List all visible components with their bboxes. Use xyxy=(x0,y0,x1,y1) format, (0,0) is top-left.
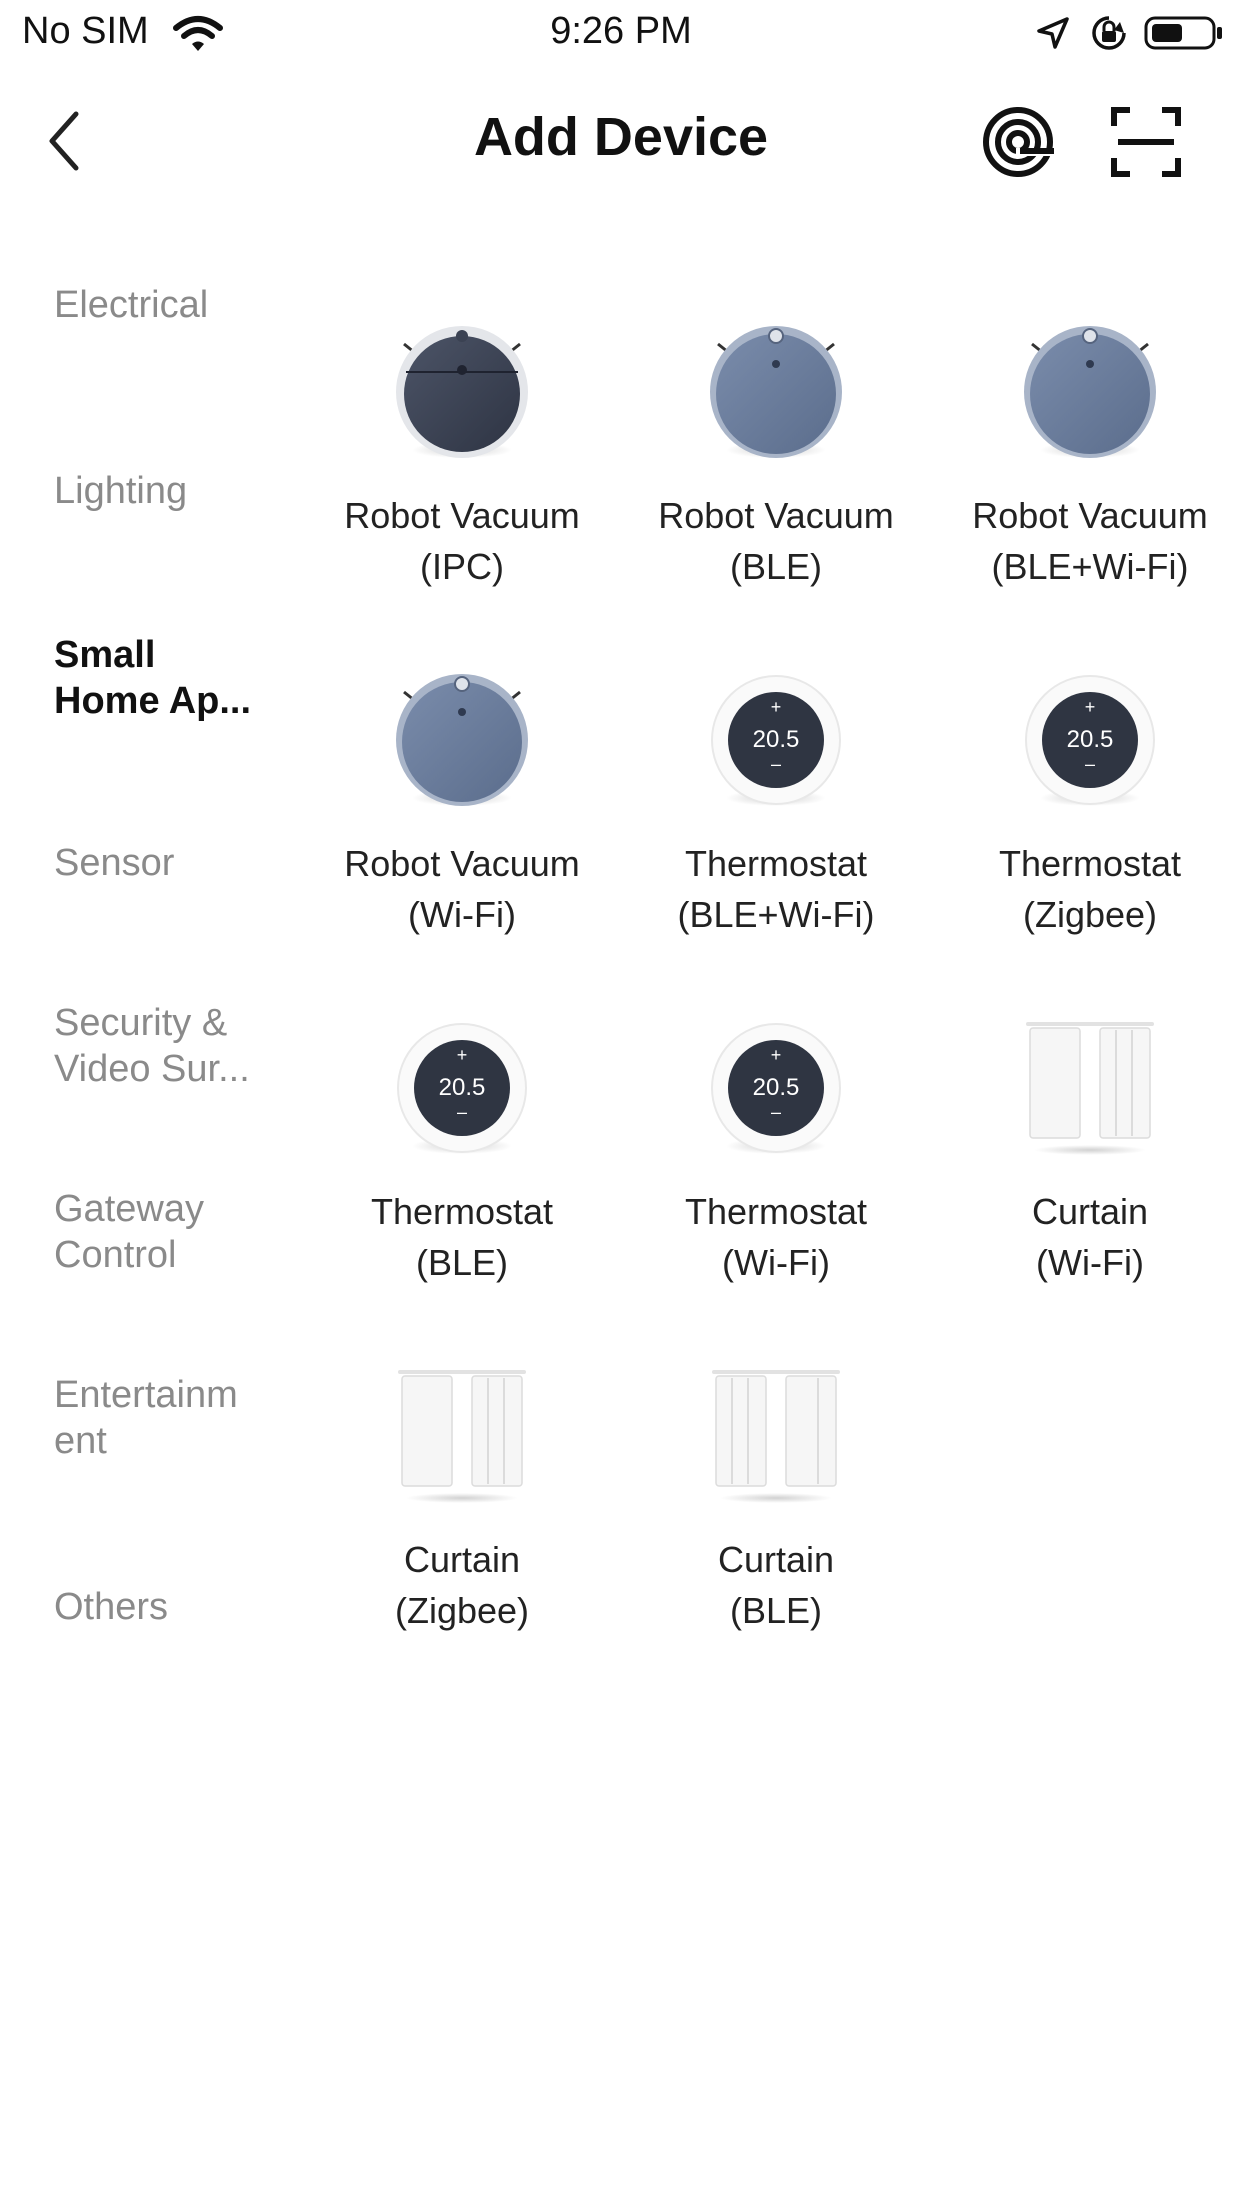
svg-text:+: + xyxy=(1084,697,1096,717)
svg-text:+: + xyxy=(770,1045,782,1065)
curtain-icon xyxy=(392,1366,532,1506)
svg-text:–: – xyxy=(456,1102,468,1122)
device-curtain-wifi[interactable] xyxy=(934,1018,1242,1318)
thermostat-icon xyxy=(1020,670,1160,810)
status-bar xyxy=(0,0,1242,66)
device-thermostat-ble-wifi[interactable] xyxy=(620,670,932,970)
device-robot-vacuum-ble[interactable] xyxy=(620,322,932,622)
device-robot-vacuum-ipc[interactable] xyxy=(306,322,618,622)
nav-bar xyxy=(0,66,1242,206)
device-name: Thermostat xyxy=(684,1191,868,1232)
page-title: Add Device xyxy=(473,107,769,167)
device-thermostat-ble[interactable] xyxy=(306,1018,618,1318)
robot-vacuum-icon xyxy=(1020,322,1160,462)
carrier-label: No SIM xyxy=(22,10,149,52)
svg-text:–: – xyxy=(770,754,782,774)
device-protocol: (BLE+Wi-Fi) xyxy=(991,546,1189,587)
device-robot-vacuum-ble-wifi[interactable] xyxy=(934,322,1242,622)
thermostat-icon xyxy=(706,670,846,810)
category-small-home-appliances[interactable]: Small Home Ap... xyxy=(54,634,252,722)
device-name: Thermostat xyxy=(684,843,868,884)
category-others[interactable]: Others xyxy=(54,1586,169,1628)
device-protocol: (BLE) xyxy=(729,1590,823,1631)
svg-text:–: – xyxy=(1084,754,1096,774)
device-name: Curtain xyxy=(717,1539,835,1580)
device-curtain-ble[interactable] xyxy=(620,1366,932,1666)
category-security-video[interactable]: Security & Video Sur... xyxy=(54,1002,250,1090)
device-name: Thermostat xyxy=(370,1191,554,1232)
thermostat-reading: 20.5 xyxy=(438,1074,486,1101)
qr-scan-icon[interactable] xyxy=(1110,106,1182,178)
status-time: 9:26 PM xyxy=(550,10,692,52)
category-electrical[interactable]: Electrical xyxy=(54,284,209,326)
category-lighting[interactable]: Lighting xyxy=(54,470,188,512)
device-protocol: (Zigbee) xyxy=(394,1590,530,1631)
location-arrow-icon xyxy=(1036,16,1070,50)
svg-text:+: + xyxy=(456,1045,468,1065)
device-protocol: (BLE) xyxy=(415,1242,509,1283)
thermostat-reading: 20.5 xyxy=(752,726,800,753)
category-sensor[interactable]: Sensor xyxy=(54,842,175,884)
device-robot-vacuum-wifi[interactable] xyxy=(306,670,618,970)
category-entertainment[interactable]: Entertainm ent xyxy=(54,1374,238,1462)
curtain-icon xyxy=(1020,1018,1160,1158)
curtain-icon xyxy=(706,1366,846,1506)
device-name: Thermostat xyxy=(998,843,1182,884)
device-protocol: (Wi-Fi) xyxy=(1036,1242,1144,1283)
svg-text:–: – xyxy=(770,1102,782,1122)
category-gateway-control[interactable]: Gateway Control xyxy=(54,1188,204,1276)
device-name: Curtain xyxy=(403,1539,521,1580)
device-name: Robot Vacuum xyxy=(344,495,580,536)
target-scan-icon[interactable] xyxy=(980,104,1056,180)
svg-text:+: + xyxy=(770,697,782,717)
thermostat-reading: 20.5 xyxy=(1066,726,1114,753)
device-protocol: (Zigbee) xyxy=(1022,894,1158,935)
rotation-lock-icon xyxy=(1090,14,1128,52)
device-thermostat-zigbee[interactable] xyxy=(934,670,1242,970)
robot-vacuum-icon xyxy=(706,322,846,462)
robot-vacuum-dark-icon xyxy=(392,322,532,462)
thermostat-icon xyxy=(706,1018,846,1158)
device-protocol: (BLE+Wi-Fi) xyxy=(677,894,875,935)
device-name: Robot Vacuum xyxy=(658,495,894,536)
device-name: Robot Vacuum xyxy=(344,843,580,884)
device-thermostat-wifi[interactable] xyxy=(620,1018,932,1318)
device-name: Curtain xyxy=(1031,1191,1149,1232)
device-curtain-zigbee[interactable] xyxy=(306,1366,618,1666)
device-protocol: (Wi-Fi) xyxy=(408,894,516,935)
robot-vacuum-icon xyxy=(392,670,532,810)
thermostat-reading: 20.5 xyxy=(752,1074,800,1101)
device-protocol: (BLE) xyxy=(729,546,823,587)
device-protocol: (IPC) xyxy=(420,546,504,587)
device-name: Robot Vacuum xyxy=(972,495,1208,536)
battery-icon xyxy=(1144,14,1224,52)
thermostat-icon xyxy=(392,1018,532,1158)
device-protocol: (Wi-Fi) xyxy=(722,1242,830,1283)
